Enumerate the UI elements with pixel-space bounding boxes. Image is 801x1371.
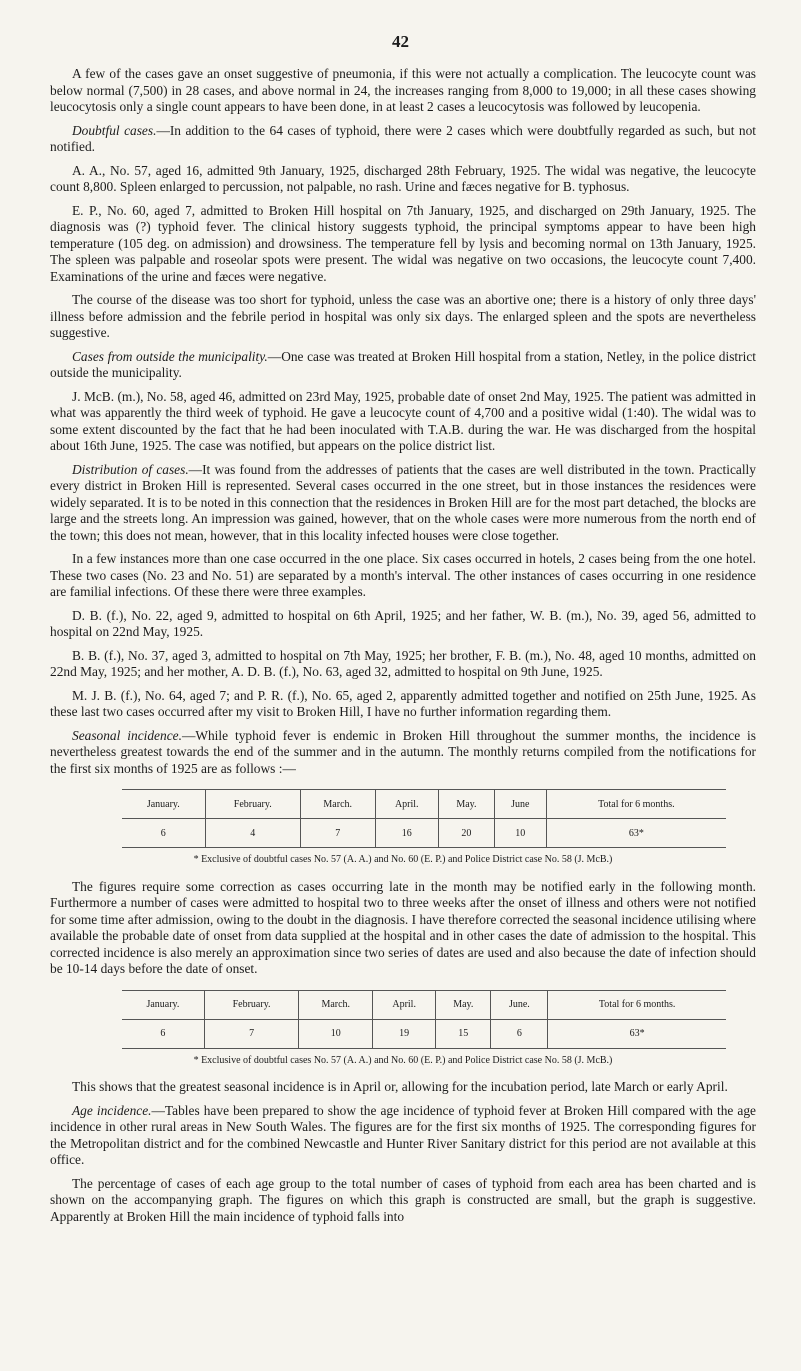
paragraph-text: The figures require some correction as cases occurring late in the month may be notified early in the following month. Furthermore a number of cases were admitted to hospital two to three weeks after the onset of illness and others were not notified for some time after admission, owing to the doubt in the diagnosis. I have therefore corrected the seasonal incidence utilising where available the probable date of onset from data supplied at the hospital and in other cases the date of admission to the hospital. This corrected incidence is also merely an approximation since two series of dates are used and also because the date of infection should be 10-14 days before the date of onset. — [50, 878, 756, 976]
paragraph — [50, 349, 756, 382]
table-cell: 10 — [494, 819, 546, 848]
paragraph-text: D. B. (f.), No. 22, aged 9, admitted to hospital on 6th April, 1925; and her father, W. B. (m.), No. 39, aged 56, admitted to hospital on 22nd May, 1925. — [50, 607, 756, 639]
paragraph — [50, 66, 756, 116]
paragraph-heading: Age incidence. — [72, 1102, 152, 1118]
paragraph — [50, 389, 756, 455]
table-header-cell: May. — [438, 790, 494, 819]
paragraph — [50, 163, 756, 196]
paragraph-text: —In addition to the 64 cases of typhoid, there were 2 cases which were doubtfully regarded as such, but not notified. — [50, 122, 756, 154]
table-header-row — [122, 790, 726, 819]
paragraph-text: —Tables have been prepared to show the age incidence of typhoid fever at Broken Hill compared with the age incidence in other rural areas in New South Wales. The figures are for the first six months of 1925. The corresponding figures for the Metropolitan district and for the combined Newcastle and Hunter River Sanitary district for this period are not available at this office. — [50, 1102, 756, 1167]
table-cell: 20 — [438, 819, 494, 848]
table-header-cell: January. — [122, 990, 204, 1019]
paragraph-text: A. A., No. 57, aged 16, admitted 9th January, 1925, discharged 28th February, 1925. The widal was negative, the leucocyte count 8,800. Spleen enlarged to percussion, not palpable, no rash. Urine and fæces negative for B. typhosus. — [50, 162, 756, 194]
table-header-cell: March. — [300, 790, 375, 819]
page-body — [50, 66, 756, 1232]
table-header-cell: March. — [299, 990, 373, 1019]
table-cell: 4 — [205, 819, 300, 848]
paragraph-text: This shows that the greatest seasonal incidence is in April or, allowing for the incubation period, late March or early April. — [72, 1079, 728, 1094]
paragraph-heading: Cases from outside the municipality. — [72, 348, 268, 364]
paragraph — [50, 462, 756, 545]
table-cell: 63* — [629, 1028, 645, 1039]
table-header-cell: Total for 6 months. — [598, 999, 676, 1010]
table-header-cell: January. — [122, 790, 205, 819]
paragraph — [50, 551, 756, 601]
table-cell: 63* — [628, 827, 644, 839]
table-cell: 6 — [122, 1019, 204, 1048]
paragraph-text: —While typhoid fever is endemic in Broken Hill throughout the summer months, the incidence is nevertheless greatest towards the end of the summer and in the autumn. The monthly returns compiled from the notifications for the first six months of 1925 are as follows :— — [50, 727, 756, 776]
table-header-cell: February. — [204, 990, 298, 1019]
paragraph — [50, 608, 756, 641]
table-footnote: * Exclusive of doubtful cases No. 57 (A. A.) and No. 60 (E. P.) and Police District case No. 58 (J. McB.) — [193, 854, 613, 865]
table-header-cell: April. — [375, 790, 438, 819]
table-cell: 16 — [375, 819, 438, 848]
paragraph-text: M. J. B. (f.), No. 64, aged 7; and P. R. (f.), No. 65, aged 2, apparently admitted together and notified on 25th June, 1925. As these last two cases occurred after my visit to Broken Hill, I have no further information regarding them. — [50, 687, 756, 719]
paragraph-text: The course of the disease was too short for typhoid, unless the case was an abortive one; there is a history of only three days' illness before admission and the febrile period in hospital was only six days. The enlarged spleen and the spots are nevertheless suggestive. — [50, 292, 756, 340]
section-c — [50, 1079, 756, 1225]
paragraph-text: In a few instances more than one case occurred in the one place. Six cases occurred in hotels, 2 cases being from the one hotel. These two cases (No. 23 and No. 51) are separated by a month's interval. The other instances of cases occurring in one residence are familial infections. Of these there were three examples. — [50, 551, 756, 599]
table-header-cell: Total for 6 months. — [598, 798, 675, 810]
paragraph — [50, 1103, 756, 1169]
table-cell: 7 — [204, 1019, 298, 1048]
page-number: 42 — [392, 32, 409, 51]
table-cell: 7 — [300, 819, 375, 848]
corrected-incidence-table — [122, 990, 726, 1049]
section-a — [50, 66, 756, 777]
paragraph — [50, 648, 756, 681]
paragraph-text: —One case was treated at Broken Hill hospital from a station, Netley, in the police district outside the municipality. — [50, 348, 756, 380]
table-cell: 6 — [122, 819, 205, 848]
table-header-cell: June. — [491, 990, 548, 1019]
paragraph-text: B. B. (f.), No. 37, aged 3, admitted to hospital on 7th May, 1925; her brother, F. B. (m.), No. 48, aged 10 months, admitted on 22nd May, 1925; and her mother, A. D. B. (f.), No. 63, aged 32, admitted to hospital on 9th June, 1925. — [50, 647, 756, 679]
table-cell: 10 — [299, 1019, 373, 1048]
paragraph — [50, 123, 756, 156]
paragraph-text: A few of the cases gave an onset suggestive of pneumonia, if this were not actually a complication. The leucocyte count was below normal (7,500) in 28 cases, and above normal in 24, the increases ranging from 8,000 to 19,000; in all these cases showing leucocytosis only a single count appears to have been done, in at least 2 cases a leucocytosis was followed by leucopenia. — [50, 66, 756, 114]
table-header-cell: February. — [205, 790, 300, 819]
paragraph-heading: Doubtful cases. — [72, 122, 157, 138]
paragraph — [50, 688, 756, 721]
table-footnote: * Exclusive of doubtful cases No. 57 (A. A.) and No. 60 (E. P.) and Police District case No. 58 (J. McB.) — [193, 1054, 613, 1066]
paragraph — [50, 1079, 756, 1096]
paragraph-text: E. P., No. 60, aged 7, admitted to Broken Hill hospital on 7th January, 1925, and discharged on 29th January, 1925. The diagnosis was (?) typhoid fever. The clinical history suggests typhoid, the principal symptoms appear to have been high temperature (105 deg. on admission) and drowsiness. The temperature fell by lysis and becoming normal on 13th January, 1925. The spleen was palpable and roseolar spots were present. The widal was negative on two occasions, the leucocyte count 7,400. Examinations of the urine and fæces were negative. — [50, 202, 756, 284]
paragraph — [50, 292, 756, 342]
paragraph-heading: Seasonal incidence. — [72, 727, 182, 743]
paragraph-text: —It was found from the addresses of patients that the cases are well distributed in the town. Practically every district in Broken Hill is represented. Several cases occurred in the one street, but in those instances the residences were widely separated. It is to be noted in this connection that the residences in Broken Hill are for the most part detached, the blocks are large and the streets long. An impression was gained, however, that on the whole cases were more numerous from the north end of the town; this does not mean, however, that in this locality infected houses were close together. — [50, 461, 756, 543]
section-b — [50, 879, 756, 978]
table-cell: 6 — [491, 1019, 548, 1048]
table-row — [122, 819, 726, 848]
table-header-cell: April. — [373, 990, 436, 1019]
paragraph — [50, 1176, 756, 1226]
table-header-cell: June — [494, 790, 546, 819]
table-cell: 19 — [373, 1019, 436, 1048]
monthly-notifications-table — [122, 789, 726, 848]
paragraph-text: J. McB. (m.), No. 58, aged 46, admitted on 23rd May, 1925, probable date of onset 2nd May, 1925. The patient was admitted in what was apparently the third week of typhoid. He gave a leucocyte count of 4,700 and a positive widal (1:40). The widal was to some extent discounted by the fact that he had been inoculated with T.A.B. during the war. He was discharged from the hospital about 16th June, 1925. The case was notified, but appears on the police district list. — [50, 388, 756, 453]
table-header-cell: May. — [436, 990, 491, 1019]
table-cell: 15 — [436, 1019, 491, 1048]
paragraph — [50, 728, 756, 778]
paragraph — [50, 879, 756, 978]
paragraph-heading: Distribution of cases. — [72, 461, 189, 477]
table-header-row — [122, 990, 726, 1019]
table-row — [122, 1019, 726, 1048]
paragraph — [50, 203, 756, 286]
paragraph-text: The percentage of cases of each age group to the total number of cases of typhoid from each area has been charted and is shown on the accompanying graph. The figures on which this graph is constructed are small, but the graph is suggestive. Apparently at Broken Hill the main incidence of typhoid falls into — [50, 1175, 756, 1224]
